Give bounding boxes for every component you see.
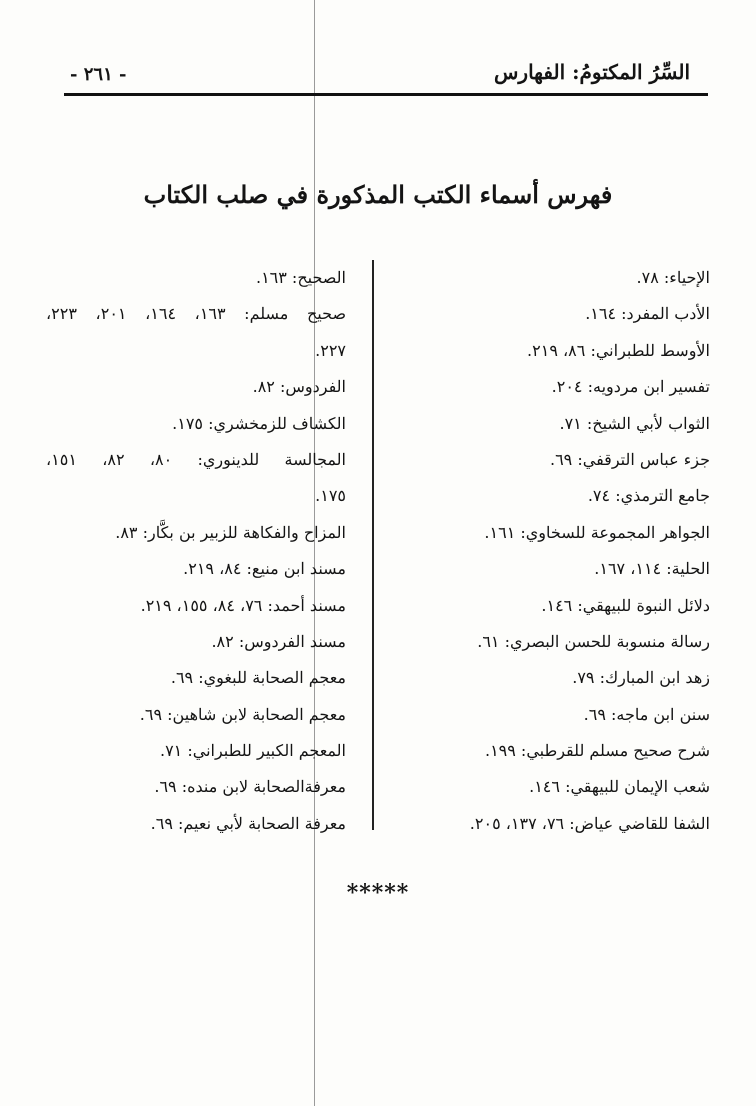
index-title: فهرس أسماء الكتب المذكورة في صلب الكتاب [143, 180, 613, 209]
index-entry: الصحيح: ١٦٣. [255, 268, 346, 287]
index-entry: الشفا للقاضي عياض: ٧٦، ١٣٧، ٢٠٥. [469, 813, 710, 833]
index-entry: الإحياء: ٧٨. [636, 268, 710, 287]
index-entry: الحلية: ١١٤، ١٦٧. [594, 559, 710, 579]
index-entry: زهد ابن المبارك: ٧٩. [572, 668, 710, 688]
index-entry: سنن ابن ماجه: ٦٩. [583, 704, 710, 724]
index-entry: الجواهر المجموعة للسخاوي: ١٦١. [484, 522, 710, 542]
index-entry-continuation: ١٧٥. [315, 486, 346, 506]
index-entry: المجالسة للدينوري: ٨٠، ٨٢، ١٥١، [46, 449, 346, 469]
index-entry: معرفةالصحابة لابن منده: ٦٩. [154, 777, 346, 797]
index-entry: صحيح مسلم: ١٦٣، ١٦٤، ٢٠١، ٢٢٣، [46, 304, 347, 324]
index-entry-continuation: ٢٢٧. [315, 340, 346, 360]
index-entry: شرح صحيح مسلم للقرطبي: ١٩٩. [484, 741, 710, 761]
index-entry: جزء عباس الترقفي: ٦٩. [549, 449, 710, 469]
index-column-left [46, 260, 346, 842]
index-entry: مسند ابن منيع: ٨٤، ٢١٩. [183, 559, 346, 579]
index-entry: الفردوس: ٨٢. [252, 377, 346, 397]
index-entry: رسالة منسوبة للحسن البصري: ٦١. [477, 631, 710, 651]
index-column-right [410, 260, 710, 842]
header-rule [64, 93, 708, 96]
column-divider [372, 260, 374, 830]
index-entry: الأدب المفرد: ١٦٤. [585, 304, 710, 324]
index-entry: دلائل النبوة للبيهقي: ١٤٦. [541, 595, 710, 615]
index-entry: المزاح والفكاهة للزبير بن بكَّار: ٨٣. [115, 522, 346, 542]
running-header-title: السِّرُ المكتومُ: الفهارس [494, 60, 690, 84]
index-entry: الثواب لأبي الشيخ: ٧١. [559, 413, 710, 433]
index-entry: مسند الفردوس: ٨٢. [211, 631, 346, 651]
page-number: - ٢٦١ - [70, 64, 127, 85]
index-entry: الأوسط للطبراني: ٨٦، ٢١٩. [527, 340, 710, 360]
index-entry: شعب الإيمان للبيهقي: ١٤٦. [529, 777, 710, 797]
index-entry: تفسير ابن مردويه: ٢٠٤. [551, 377, 710, 397]
index-entry: معجم الصحابة للبغوي: ٦٩. [170, 668, 346, 688]
index-entry: المعجم الكبير للطبراني: ٧١. [159, 741, 346, 761]
index-entry: جامع الترمذي: ٧٤. [587, 486, 710, 506]
index-entry: مسند أحمد: ٧٦، ٨٤، ١٥٥، ٢١٩. [140, 595, 346, 615]
section-end-separator: ***** [346, 880, 410, 906]
index-entry: معجم الصحابة لابن شاهين: ٦٩. [139, 704, 346, 724]
index-entry: معرفة الصحابة لأبي نعيم: ٦٩. [150, 813, 346, 833]
index-entry: الكشاف للزمخشري: ١٧٥. [172, 413, 346, 433]
